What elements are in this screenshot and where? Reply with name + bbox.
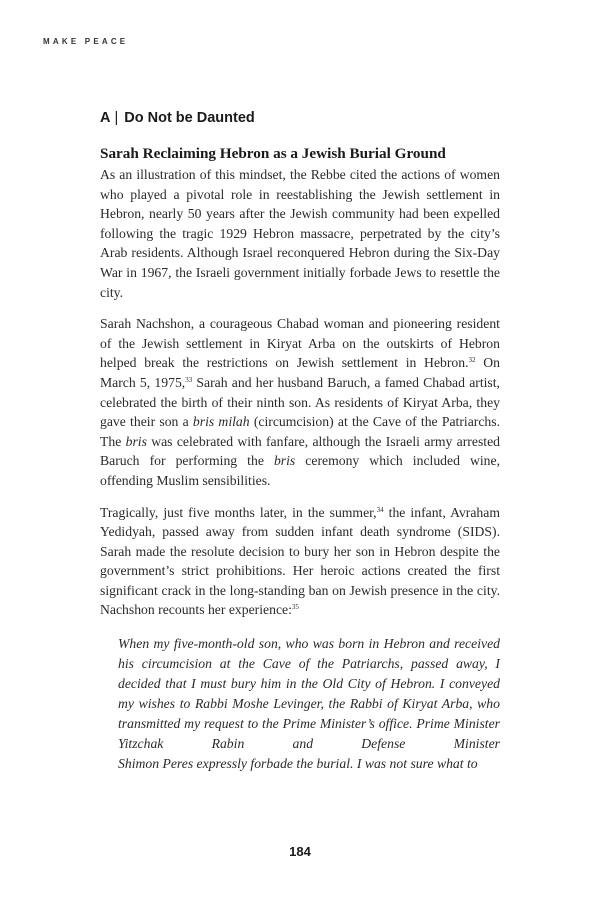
paragraph-2-text: Sarah and her husband Baruch, a famed Chabad artist, celebrated the birth of their ninth son. As residents of Kiryat Arba, they gave their son a xyxy=(100,374,500,430)
section-title: Do Not be Daunted xyxy=(124,110,255,126)
paragraph-2-text: ceremony which included wine, offending Muslim sensibilities. xyxy=(100,453,501,488)
footnote-ref: 33 xyxy=(185,375,193,384)
block-quote xyxy=(118,634,500,774)
subheading: Sarah Reclaiming Hebron as a Jewish Burial Ground xyxy=(100,145,446,162)
paragraph-2-text: (circumcision) at the Cave of the Patriarchs. The xyxy=(100,414,500,449)
footnote-ref: 34 xyxy=(376,505,384,514)
italic-term: bris xyxy=(125,433,147,449)
paragraph-2-text: Sarah Nachshon, a courageous Chabad woman and pioneering resident of the Jewish settlement in Kiryat Arba on the outskirts of Hebron helped break the restrictions on Jewish settlement in Hebron. xyxy=(100,316,500,371)
footnote-ref: 35 xyxy=(291,603,299,612)
running-head: MAKE PEACE xyxy=(43,37,129,46)
footnote-ref: 32 xyxy=(468,356,476,365)
section-heading xyxy=(100,110,255,126)
paragraph-2-text: On March 5, 1975, xyxy=(100,355,500,390)
paragraph-2-text: was celebrated with fanfare, although the Israeli army arrested Baruch for performing the xyxy=(100,433,500,469)
italic-term: bris milah xyxy=(192,414,250,430)
block-quote-last-line: Shimon Peres expressly forbade the burial. I was not sure what to xyxy=(118,756,478,772)
block-quote-text: When my five-month-old son, who was born in Hebron and received his circumcision at the Cave of the Patriarchs, passed away, I decided that I must bury him in the Old City of Hebron. I conveyed my wishes to Rabbi Moshe Levinger, the Rabbi of Kiryat Arba, who transmitted my request to the Prime Minister’s office. Prime Minister Yitzchak Rabin and Defense Minister xyxy=(118,636,500,752)
italic-term: bris xyxy=(273,453,296,469)
section-separator: | xyxy=(114,110,119,126)
paragraph-1: As an illustration of this mindset, the Rebbe cited the actions of women who played a pivotal role in reestablishing the Jewish settlement in Hebron, nearly 50 years after the Jewish community had been expelled following the tragic 1929 Hebron massacre, perpetrated by the city’s Arab residents. Although Israel reconquered Hebron during the Six-Day War in 1967, the Israeli government initially forbade Jews to resettle the city. xyxy=(100,167,500,300)
paragraph-3 xyxy=(100,503,500,621)
page-number: 184 xyxy=(289,844,311,859)
section-letter: A xyxy=(100,110,111,126)
paragraph-3-text: Tragically, just five months later, in the summer, xyxy=(100,504,377,520)
body-text xyxy=(100,144,500,774)
paragraph-3-text: the infant, Avraham Yedidyah, passed away from sudden infant death syndrome (SIDS). Sarah made the resolute decision to bury her son in Hebron despite the government’s strict prohibitions. Her heroic actions created the first significant crack in the long-standing ban on Jewish presence in the city. Nachshon recounts her experience: xyxy=(100,504,500,618)
paragraph-2 xyxy=(100,314,500,490)
